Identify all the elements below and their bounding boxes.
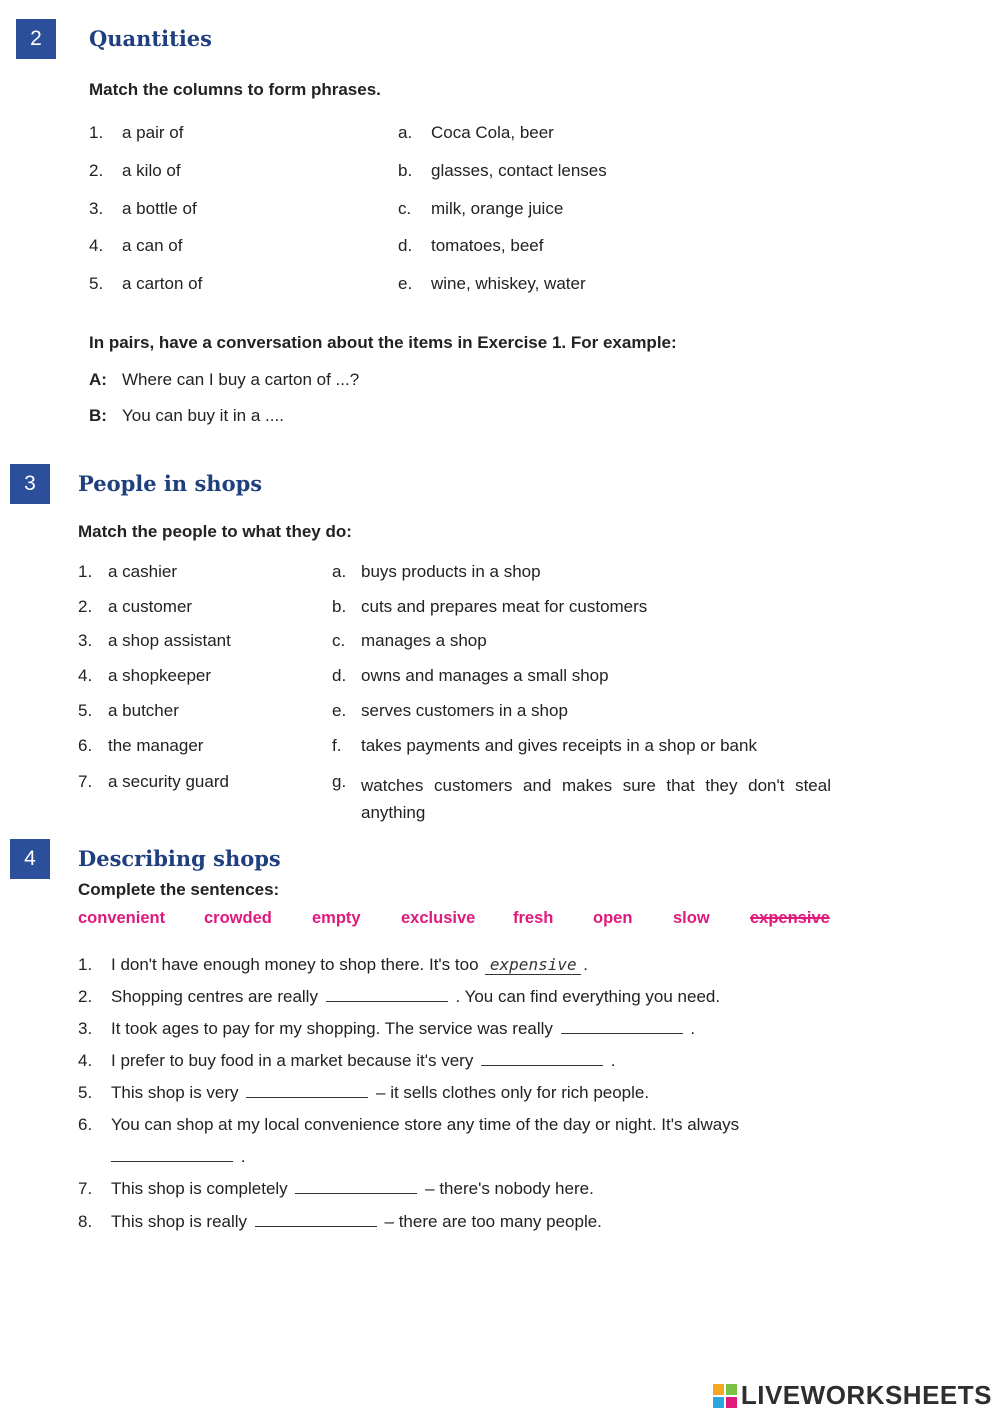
answer-blank[interactable]: [481, 1051, 603, 1066]
match-item: glasses, contact lenses: [431, 161, 607, 180]
match-item: Coca Cola, beer: [431, 123, 554, 142]
item-number: 1.: [89, 123, 104, 142]
section-number-badge: 4: [10, 839, 50, 879]
item-number: 6.: [78, 736, 93, 755]
item-number: 2.: [89, 161, 104, 180]
sentence-number: 7.: [78, 1179, 93, 1198]
sentence-number: 2.: [78, 987, 93, 1006]
phrase-item: a pair of: [122, 123, 184, 142]
item-letter: e.: [332, 701, 347, 720]
word-bank-item-used: expensive: [750, 909, 830, 927]
sentence-number: 1.: [78, 955, 93, 974]
person-item: a security guard: [108, 772, 229, 791]
item-letter: c.: [332, 631, 346, 650]
item-letter: d.: [332, 666, 347, 685]
dialogue-line: You can buy it in a ....: [122, 406, 284, 425]
duty-item: owns and manages a small shop: [361, 666, 609, 685]
instruction: Match the columns to form phrases.: [89, 80, 381, 99]
answer-blank[interactable]: [295, 1179, 417, 1194]
section-number-badge: 3: [10, 464, 50, 504]
match-item: milk, orange juice: [431, 199, 564, 218]
item-number: 7.: [78, 772, 93, 791]
word-bank-item: fresh: [513, 909, 554, 927]
item-letter: e.: [398, 274, 413, 293]
sentence-number: 3.: [78, 1019, 93, 1038]
item-number: 5.: [89, 274, 104, 293]
duty-item: watches customers and makes sure that they don't steal anything: [361, 776, 831, 822]
item-number: 3.: [78, 631, 93, 650]
answer-field[interactable]: expensive: [485, 955, 581, 975]
logo-text: LIVEWORKSHEETS: [740, 1380, 992, 1410]
person-item: a shop assistant: [108, 631, 231, 650]
item-number: 4.: [89, 236, 104, 255]
item-letter: c.: [398, 199, 412, 218]
answer-blank[interactable]: [246, 1083, 368, 1098]
item-letter: b.: [398, 161, 413, 180]
answer-blank[interactable]: [111, 1147, 233, 1162]
sentence: I prefer to buy food in a market because it's very .: [111, 1051, 616, 1070]
sentence-number: 8.: [78, 1212, 93, 1231]
phrase-item: a carton of: [122, 274, 203, 293]
answer-blank[interactable]: [255, 1212, 377, 1227]
person-item: the manager: [108, 736, 204, 755]
phrase-item: a can of: [122, 236, 183, 255]
pairs-instruction: In pairs, have a conversation about the items in Exercise 1. For example:: [89, 333, 677, 352]
answer-blank[interactable]: [561, 1019, 683, 1034]
sentence: I don't have enough money to shop there. It's too expensive .: [111, 955, 588, 974]
item-letter: a.: [398, 123, 413, 142]
sentence: This shop is completely – there's nobody here.: [111, 1179, 594, 1198]
item-letter: d.: [398, 236, 413, 255]
section-title: People in shops: [78, 471, 263, 496]
item-number: 5.: [78, 701, 93, 720]
sentence-number: 6.: [78, 1115, 93, 1134]
sentence-continuation: .: [108, 1147, 245, 1167]
answer-blank[interactable]: [326, 987, 448, 1002]
sentence: Shopping centres are really . You can find everything you need.: [111, 987, 721, 1006]
sentence: This shop is really – there are too many people.: [111, 1212, 602, 1231]
duty-item: takes payments and gives receipts in a shop or bank: [361, 736, 757, 755]
sentence: You can shop at my local convenience store any time of the day or night. It's always: [111, 1115, 740, 1134]
item-number: 2.: [78, 597, 93, 616]
sentence-number: 4.: [78, 1051, 93, 1070]
item-letter: g.: [332, 772, 347, 791]
match-item: wine, whiskey, water: [431, 274, 586, 293]
sentence: This shop is very – it sells clothes only for rich people.: [111, 1083, 650, 1102]
item-number: 4.: [78, 666, 93, 685]
speaker-label: B:: [89, 406, 107, 425]
word-bank-item: crowded: [204, 909, 272, 927]
word-bank-item: empty: [312, 909, 361, 927]
speaker-label: A:: [89, 370, 107, 389]
match-item: tomatoes, beef: [431, 236, 544, 255]
item-letter: a.: [332, 562, 347, 581]
item-number: 3.: [89, 199, 104, 218]
word-bank-item: slow: [673, 909, 710, 927]
duty-item: serves customers in a shop: [361, 701, 568, 720]
sentence-number: 5.: [78, 1083, 93, 1102]
word-bank-item: convenient: [78, 909, 166, 927]
duty-item: cuts and prepares meat for customers: [361, 597, 648, 616]
person-item: a shopkeeper: [108, 666, 212, 685]
word-bank-item: exclusive: [401, 909, 476, 927]
instruction: Complete the sentences:: [78, 880, 280, 899]
section-title: Quantities: [89, 26, 212, 51]
person-item: a customer: [108, 597, 193, 616]
item-letter: f.: [332, 736, 342, 755]
section-title: Describing shops: [78, 846, 281, 871]
item-letter: b.: [332, 597, 347, 616]
dialogue-line: Where can I buy a carton of ...?: [122, 370, 360, 389]
person-item: a butcher: [108, 701, 179, 720]
section-number-badge: 2: [16, 19, 56, 59]
person-item: a cashier: [108, 562, 177, 581]
sentence: It took ages to pay for my shopping. The service was really .: [111, 1019, 696, 1038]
duty-item: buys products in a shop: [361, 562, 541, 581]
phrase-item: a bottle of: [122, 199, 197, 218]
word-bank-item: open: [593, 909, 633, 927]
instruction: Match the people to what they do:: [78, 522, 352, 541]
phrase-item: a kilo of: [122, 161, 181, 180]
duty-item: manages a shop: [361, 631, 487, 650]
logo-grid-icon: [713, 1384, 737, 1408]
item-number: 1.: [78, 562, 93, 581]
liveworksheets-logo: [713, 1380, 992, 1411]
